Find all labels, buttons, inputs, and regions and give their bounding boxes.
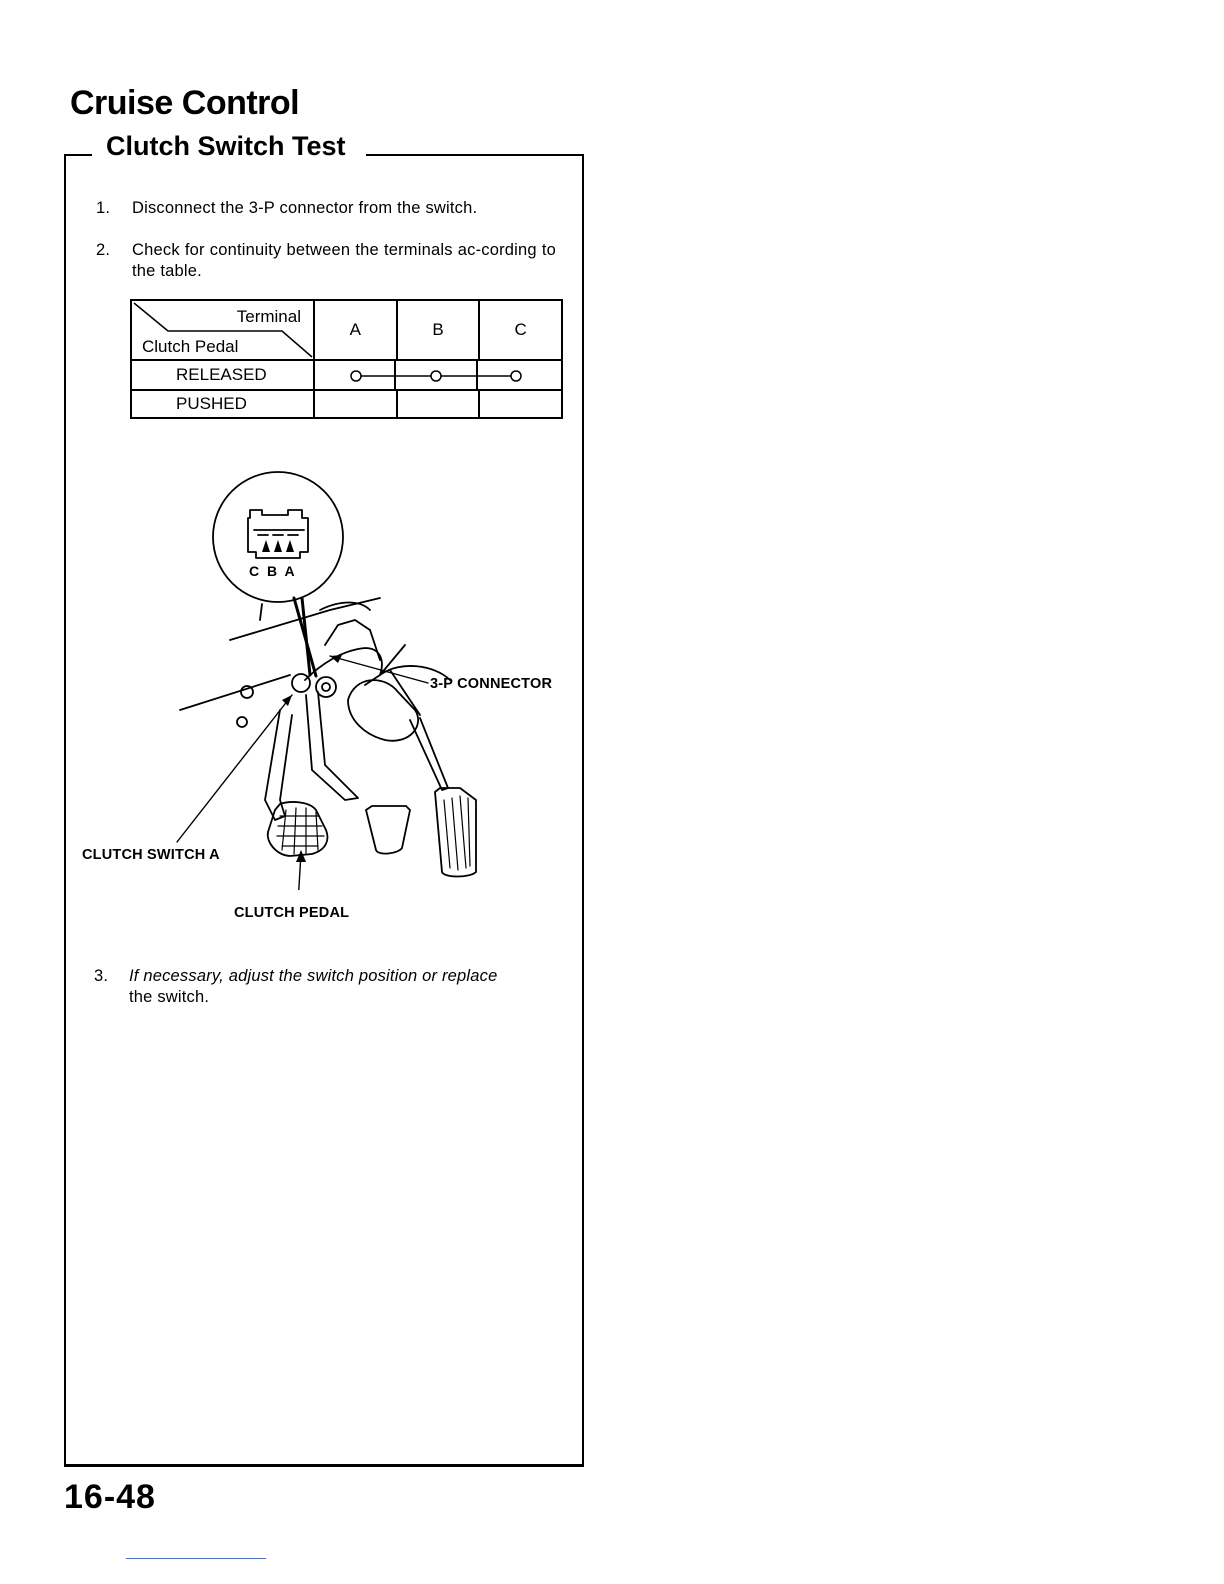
connector-magnifier-circle [213, 472, 343, 602]
table-row [131, 360, 562, 390]
step-3 [94, 966, 564, 1014]
continuity-line [315, 361, 561, 389]
table-cell [397, 390, 480, 418]
section-title: Clutch Switch Test [106, 131, 346, 161]
connector-callout-line [330, 656, 428, 683]
header-terminal-label: Terminal [236, 307, 301, 326]
table-cell [479, 390, 562, 418]
table-corner-header [131, 300, 314, 360]
clutch-pedal-pad [268, 802, 328, 856]
column-header-a: A [314, 300, 397, 360]
step-number: 3. [94, 967, 109, 985]
step-text-italic: If necessary, adjust the switch position or replace [129, 967, 498, 985]
clutch-switch-body [292, 674, 310, 692]
page-number: 16-48 [64, 1478, 156, 1516]
step-2 [96, 240, 566, 288]
step-text: Check for continuity between the terminals ac-cording to the table. [132, 241, 556, 280]
callout-clutch-pedal: CLUTCH PEDAL [234, 905, 350, 921]
continuity-cell [314, 360, 562, 390]
column-header-c: C [479, 300, 562, 360]
page-title: Cruise Control [70, 84, 300, 122]
row-label: RELEASED [131, 360, 314, 390]
continuity-table [130, 299, 563, 419]
terminal-point-c [511, 371, 521, 381]
step-number: 1. [96, 199, 111, 217]
footer-line [126, 1558, 266, 1559]
brake-pedal-pad [366, 806, 410, 854]
terminal-point-a [351, 371, 361, 381]
step-text: Disconnect the 3-P connector from the switch. [132, 199, 478, 217]
table-row [131, 390, 562, 418]
column-header-b: B [397, 300, 480, 360]
connector-terminal-labels: C B A [249, 563, 295, 579]
section-rule-left [64, 154, 92, 156]
step-number: 2. [96, 241, 111, 259]
callout-3p-connector: 3-P CONNECTOR [430, 676, 553, 692]
terminal-point-b [431, 371, 441, 381]
step-text [129, 966, 560, 1008]
header-pedal-label: Clutch Pedal [142, 337, 239, 356]
table-header-row [131, 300, 562, 360]
terminal-arrows [262, 540, 294, 552]
step-text-continued: the switch. [129, 988, 210, 1006]
section-rule-right [366, 154, 582, 156]
step-1 [96, 198, 566, 222]
table-cell [314, 390, 397, 418]
row-label: PUSHED [131, 390, 314, 418]
callout-clutch-switch: CLUTCH SWITCH A [82, 847, 220, 863]
